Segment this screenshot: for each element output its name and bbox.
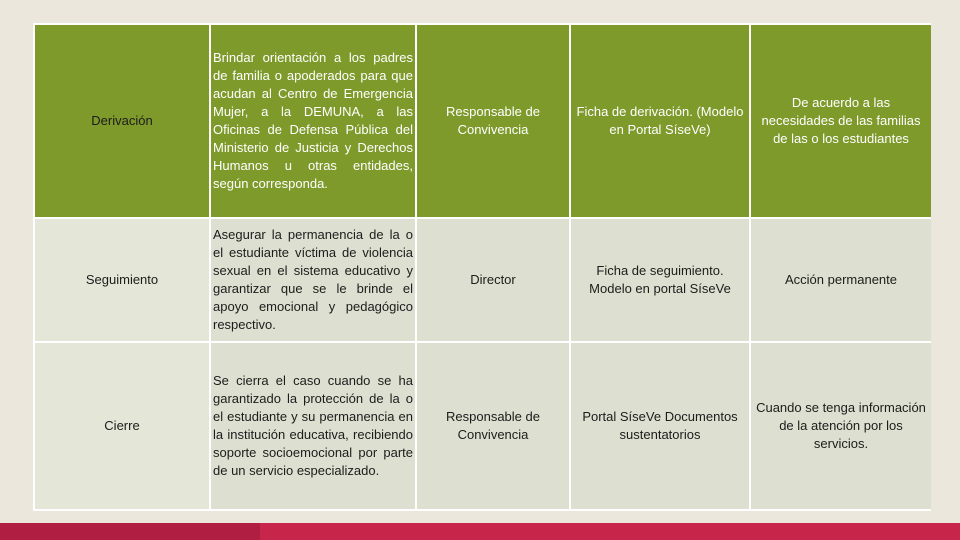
tool-cell: Portal SíseVe Documentos sustentatorios bbox=[571, 343, 749, 509]
timing-cell: De acuerdo a las necesidades de las familias de las o los estudiantes bbox=[751, 25, 931, 217]
responsible-cell: Responsable de Convivencia bbox=[417, 25, 569, 217]
action-cell: Se cierra el caso cuando se ha garantizado la protección de la o el estudiante y su permanencia en la institución educativa, recibiendo soporte socioemocional por parte de un servicio especializado. bbox=[211, 343, 415, 509]
timing-cell: Cuando se tenga información de la atención por los servicios. bbox=[751, 343, 931, 509]
bottom-accent-strip bbox=[0, 523, 260, 540]
action-cell: Asegurar la permanencia de la o el estudiante víctima de violencia sexual en el sistema educativo y garantizar que se le brinde el apoyo emocional y pedagógico respectivo. bbox=[211, 219, 415, 341]
tool-cell: Ficha de derivación. (Modelo en Portal SíseVe) bbox=[571, 25, 749, 217]
table-row bbox=[35, 219, 931, 341]
protocol-table bbox=[33, 23, 933, 511]
bottom-accent-bar bbox=[0, 523, 960, 540]
responsible-cell: Director bbox=[417, 219, 569, 341]
protocol-table-container bbox=[33, 23, 931, 511]
stage-cell: Derivación bbox=[35, 25, 209, 217]
responsible-cell: Responsable de Convivencia bbox=[417, 343, 569, 509]
table-row bbox=[35, 343, 931, 509]
stage-cell: Cierre bbox=[35, 343, 209, 509]
tool-cell: Ficha de seguimiento. Modelo en portal SíseVe bbox=[571, 219, 749, 341]
action-cell: Brindar orientación a los padres de familia o apoderados para que acudan al Centro de Emergencia Mujer, a la DEMUNA, a las Oficinas de Defensa Pública del Ministerio de Justicia y Derechos Humanos u otras entidades, según corresponda. bbox=[211, 25, 415, 217]
stage-cell: Seguimiento bbox=[35, 219, 209, 341]
table-row bbox=[35, 25, 931, 217]
timing-cell: Acción permanente bbox=[751, 219, 931, 341]
